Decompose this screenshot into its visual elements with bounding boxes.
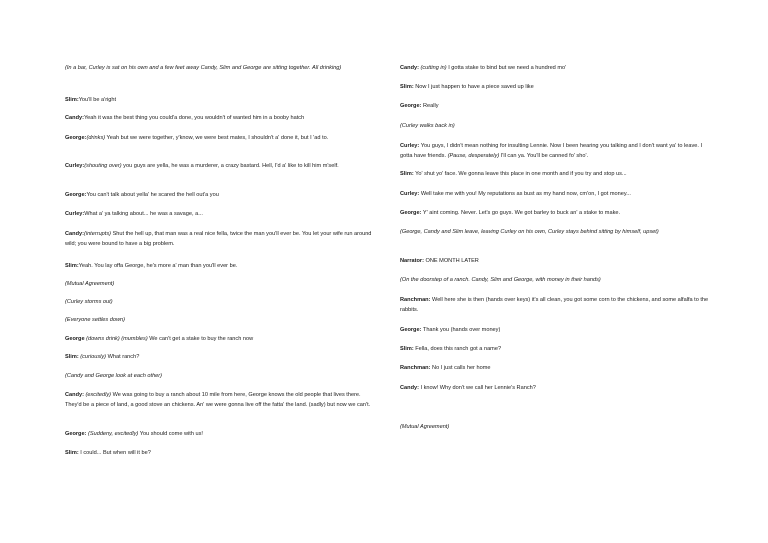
script-line	[400, 257, 712, 267]
dialogue-text: Yeah but we were together, y'know, we were best mates, I shouldn't a' done it, but I 'ad to.	[105, 135, 329, 141]
dialogue-text: I'll can ya. You'll be canned fo' sho'.	[499, 152, 589, 159]
stage-direction: (Candy and George look at each other)	[65, 373, 163, 379]
script-line	[65, 64, 375, 74]
script-line	[400, 142, 712, 161]
dialogue-text: What ranch?	[106, 354, 140, 360]
dialogue-text: you guys are yella, he was a murderer, a crazy bastard. Hell, I'd a' like to kill him m'self.	[121, 163, 339, 169]
script-line	[400, 364, 712, 374]
speaker-name: Slim:	[400, 171, 414, 177]
stage-direction: (downs drink) (mumbles)	[84, 336, 148, 342]
dialogue-text: What a' ya talking about... he was a savage, a...	[84, 211, 203, 217]
script-line	[65, 96, 375, 106]
script-line	[65, 335, 375, 345]
speaker-name: George:	[400, 210, 422, 216]
speaker-name: Slim:	[65, 97, 79, 103]
stage-direction: (Curley walks back in)	[400, 123, 455, 129]
dialogue-text: You'll be a'right	[78, 97, 117, 103]
dialogue-text: Yeah it was the best thing you could'a done, you wouldn't of wanted him in a booby hatch	[83, 115, 305, 121]
speaker-name: George	[65, 336, 85, 342]
stage-direction: (Mutual Agreement)	[400, 424, 450, 430]
script-line	[65, 230, 375, 249]
stage-direction: (Suddeny, excitedly)	[86, 431, 139, 437]
stage-direction: (George, Candy and Slim leave, leaving Curley on his own, Curley stays behind sitting by himself, upset)	[400, 229, 659, 235]
script-line	[400, 209, 712, 219]
dialogue-text: Really	[421, 103, 439, 109]
speaker-name: Ranchman:	[400, 297, 431, 303]
stage-direction: (excitedly)	[83, 392, 112, 398]
speaker-name: Slim:	[65, 354, 79, 360]
script-line	[65, 134, 375, 144]
script-line	[400, 345, 712, 355]
stage-direction: (interrupts)	[83, 231, 112, 237]
script-line	[400, 296, 712, 315]
script-line	[65, 114, 375, 124]
speaker-name: Slim:	[400, 346, 414, 352]
stage-direction: (cutting in)	[418, 65, 447, 71]
dialogue-text: I know! Why don't we call her Lennie's Ranch?	[418, 385, 536, 391]
dialogue-text: You guys, I didn't mean nothing for insulting Lennie. Now I been hearing you talking and I don't want ya' to leave. I gotta have friends.	[400, 143, 703, 159]
dialogue-text: Thank you (hands over money)	[421, 327, 501, 333]
stage-direction: (curiously)	[78, 354, 107, 360]
script-line	[65, 162, 375, 172]
script-line	[65, 298, 375, 308]
dialogue-text: Now I just happen to have a piece saved up like	[413, 84, 534, 90]
speaker-name: Candy:	[65, 115, 84, 121]
script-line	[65, 353, 375, 363]
stage-direction: (In a bar, Curley is sat on his own and a few feet away Candy, Slim and George are sitting together. All drinking)	[65, 65, 342, 71]
speaker-name: Ranchman:	[400, 365, 431, 371]
dialogue-text: We was going to buy a ranch about 10 mile from here, George knows the old people that lives there. They'd be a piece of land, a good stove an chickens. An' we were gonna live off the fatta' the land. (sadly) but now we can't.	[65, 392, 371, 408]
dialogue-text: I could... But when will it be?	[78, 450, 151, 456]
speaker-name: Curley:	[65, 163, 85, 169]
stage-direction: (On the doorstep of a ranch. Candy, Slim and George, with money in their hands)	[400, 277, 601, 283]
script-line	[65, 430, 375, 440]
stage-direction: (Everyone settles down)	[65, 317, 126, 323]
script-line	[65, 316, 375, 326]
speaker-name: George:	[65, 135, 87, 141]
script-line	[400, 326, 712, 336]
script-line	[65, 210, 375, 220]
script-line	[400, 102, 712, 112]
speaker-name: George:	[400, 327, 422, 333]
dialogue-text: We can't get a stake to buy the ranch now	[147, 336, 254, 342]
script-line	[65, 449, 375, 459]
stage-direction: (drinks)	[86, 135, 106, 141]
speaker-name: Narrator:	[400, 258, 424, 264]
stage-direction: (Curley storms out)	[65, 299, 113, 305]
speaker-name: Candy:	[65, 231, 84, 237]
script-line	[400, 83, 712, 93]
dialogue-text: Fella, does this ranch got a name?	[413, 346, 502, 352]
dialogue-text: Y' aint coming. Never. Let's go guys. We got barley to buck an' a stake to make.	[421, 210, 621, 216]
dialogue-text: Yeah. You lay offa George, he's more a' man than you'll ever be.	[78, 263, 238, 269]
script-line	[65, 262, 375, 272]
speaker-name: George:	[65, 431, 87, 437]
dialogue-text: You should come with us!	[138, 431, 203, 437]
speaker-name: Curley:	[400, 191, 420, 197]
script-line	[400, 122, 712, 132]
speaker-name: Slim:	[400, 84, 414, 90]
speaker-name: Slim:	[65, 263, 79, 269]
dialogue-text: You can't talk about yella' he scared the hell out'a you	[86, 192, 219, 198]
speaker-name: George:	[400, 103, 422, 109]
script-line	[400, 384, 712, 394]
speaker-name: Curley:	[400, 143, 420, 149]
script-line	[400, 228, 712, 238]
speaker-name: Curley:	[65, 211, 85, 217]
speaker-name: Candy:	[65, 392, 84, 398]
script-line	[65, 191, 375, 201]
dialogue-text: Shut the hell up, that man was a real nice fella, twice the man you'll ever be. You let your wife run around wild; you were bound to have a big problem.	[65, 231, 372, 247]
script-line	[65, 391, 375, 410]
script-line	[400, 170, 712, 180]
script-line	[400, 276, 712, 286]
dialogue-text: No I just calls her home	[430, 365, 491, 371]
dialogue-text: Well take me with you! My reputations as bust as my hand now, cm'on, I got money...	[419, 191, 631, 197]
dialogue-text: Well here she is then (hands over keys) it's all clean, you got some corn to the chickens, and some alfalfa to the rabbits.	[400, 297, 709, 313]
dialogue-text: I gotta stake to bind but we need a hundred mo'	[446, 65, 567, 71]
script-line	[65, 372, 375, 382]
script-line	[400, 64, 712, 74]
dialogue-text: Yo' shut yo' face. We gonna leave this place in one month and if you try and stop us...	[413, 171, 627, 177]
script-line	[400, 423, 712, 433]
stage-direction: (Mutual Agreement)	[65, 281, 115, 287]
stage-direction: (shouting over)	[84, 163, 122, 169]
speaker-name: Candy:	[400, 385, 419, 391]
speaker-name: George:	[65, 192, 87, 198]
script-line	[65, 280, 375, 290]
speaker-name: Candy:	[400, 65, 419, 71]
speaker-name: Slim:	[65, 450, 79, 456]
dialogue-text: ONE MONTH LATER	[423, 258, 479, 264]
stage-direction: (Pause, desperately)	[447, 152, 500, 159]
script-line	[400, 190, 712, 200]
